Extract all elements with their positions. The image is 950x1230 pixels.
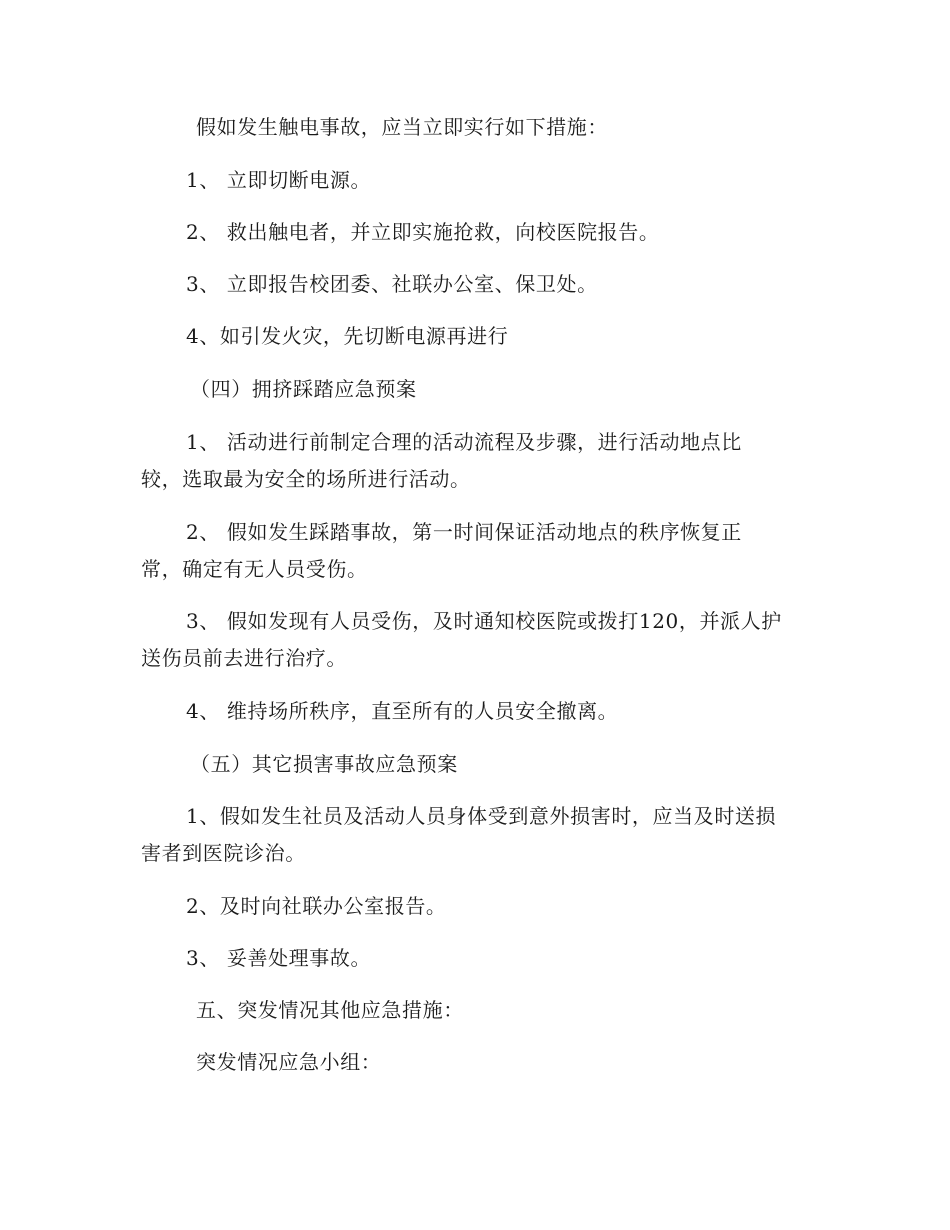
section-heading-emergency: 五、突发情况其他应急措施： [196,998,464,1022]
list-item-crowd-1-line1: 1、 活动进行前制定合理的活动流程及步骤，进行活动地点比 [186,430,742,454]
list-item-other-3: 3、 妥善处理事故。 [186,946,372,970]
list-item-other-1-line1: 1、假如发生社员及活动人员身体受到意外损害时，应当及时送损 [186,804,777,828]
list-item-crowd-2-line1: 2、 假如发生踩踏事故，第一时间保证活动地点的秩序恢复正 [186,520,742,544]
section-heading-crowd: （四）拥挤踩踏应急预案 [190,377,417,401]
list-item-other-2: 2、及时向社联办公室报告。 [186,894,447,918]
list-item-electric-1: 1、 立即切断电源。 [186,168,372,192]
list-item-electric-4: 4、如引发火灾，先切断电源再进行 [186,324,509,348]
list-item-other-1-line2: 害者到医院诊治。 [141,841,306,865]
list-item-crowd-3-line2: 送伤员前去进行治疗。 [141,646,347,670]
subheading-emergency-team: 突发情况应急小组： [196,1050,382,1074]
list-item-crowd-4: 4、 维持场所秩序，直至所有的人员安全撤离。 [186,699,619,723]
list-item-crowd-1-line2: 较，选取最为安全的场所进行活动。 [141,467,471,491]
list-item-electric-3: 3、 立即报告校团委、社联办公室、保卫处。 [186,272,598,296]
paragraph-intro: 假如发生触电事故，应当立即实行如下措施： [196,115,608,139]
section-heading-other: （五）其它损害事故应急预案 [190,752,458,776]
list-item-crowd-3-line1: 3、 假如发现有人员受伤，及时通知校医院或拨打120，并派人护 [186,609,782,633]
list-item-electric-2: 2、 救出触电者，并立即实施抢救，向校医院报告。 [186,220,660,244]
list-item-crowd-2-line2: 常，确定有无人员受伤。 [141,557,368,581]
